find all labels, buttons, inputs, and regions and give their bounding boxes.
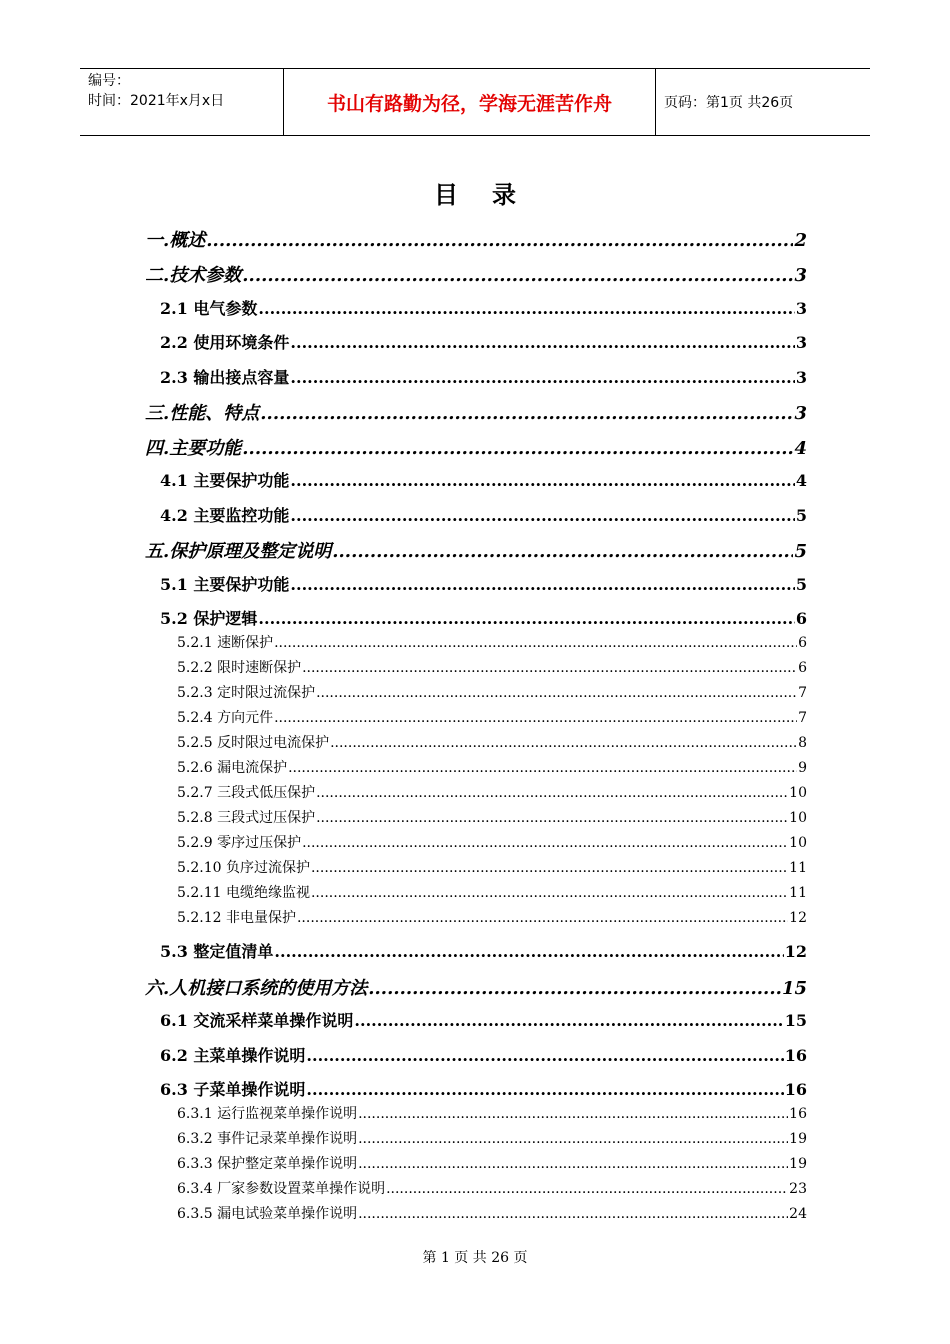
toc-leader-dots [302,660,797,676]
toc-entry[interactable] [145,226,807,252]
toc-entry[interactable] [145,434,807,460]
header-meta [80,69,283,135]
toc-leader-dots [274,635,797,651]
toc-entry[interactable] [177,857,807,877]
toc-entry-page: 3 [795,333,807,352]
toc-entry-page: 5 [795,575,807,594]
toc-leader-dots [316,785,788,801]
toc-leader-dots [316,685,797,701]
toc-entry-page: 10 [789,810,807,826]
toc-entry-page: 5 [794,541,807,562]
toc-entry-page: 3 [794,403,807,424]
toc-leader-dots [306,1046,783,1065]
toc-entry[interactable] [177,1103,807,1123]
toc-entry-label: 5.2.4 方向元件 [177,710,274,726]
toc-entry-page: 15 [784,1011,807,1030]
toc-entry-label: 三.性能、特点 [145,403,260,424]
toc-entry-label: 5.2.1 速断保护 [177,635,274,651]
toc-entry-label: 5.2.12 非电量保护 [177,910,296,926]
toc-entry-label: 5.2.2 限时速断保护 [177,660,302,676]
toc-entry-page: 11 [789,860,807,876]
toc-entry-label: 6.2 主菜单操作说明 [160,1046,306,1065]
toc-leader-dots [311,860,788,876]
toc-entry[interactable] [177,632,807,652]
toc-entry-label: 一.概述 [145,230,206,251]
toc-entry-label: 5.2.11 电缆绝缘监视 [177,885,310,901]
toc-entry[interactable] [160,468,807,491]
toc-entry-page: 3 [794,265,807,286]
toc-leader-dots [358,1206,788,1222]
header-page-info: 页码：第1页 共26页 [664,95,794,111]
toc-entry-label: 5.2.7 三段式低压保护 [177,785,316,801]
toc-leader-dots [354,1011,783,1030]
toc-leader-dots [368,978,781,999]
toc-entry[interactable] [160,606,807,629]
toc-entry-label: 5.2.3 定时限过流保护 [177,685,316,701]
toc-entry-label: 6.3 子菜单操作说明 [160,1080,306,1099]
toc-entry-label: 5.2.6 漏电流保护 [177,760,288,776]
toc-leader-dots [358,1131,788,1147]
toc-leader-dots [288,760,797,776]
toc-entry-label: 2.1 电气参数 [160,299,258,318]
toc-leader-dots [358,1106,788,1122]
toc-entry-label: 2.3 输出接点容量 [160,368,290,387]
toc-entry[interactable] [177,1203,807,1223]
toc-entry[interactable] [145,399,807,425]
toc-entry[interactable] [160,1008,807,1031]
toc-entry[interactable] [177,832,807,852]
toc-entry-label: 5.2.10 负序过流保护 [177,860,310,876]
toc-entry[interactable] [177,682,807,702]
toc-entry[interactable] [177,1178,807,1198]
toc-entry-label: 6.3.5 漏电试验菜单操作说明 [177,1206,358,1222]
toc-leader-dots [242,265,793,286]
page-title: 目录 [434,181,550,209]
toc-entry-label: 5.2.9 零序过压保护 [177,835,302,851]
toc-entry-page: 12 [784,942,807,961]
toc-entry-page: 6 [798,635,807,651]
toc-leader-dots [290,471,794,490]
toc-leader-dots [386,1181,788,1197]
toc-entry-label: 6.1 交流采样菜单操作说明 [160,1011,354,1030]
page-header [80,68,870,136]
toc-entry-page: 23 [789,1181,807,1197]
toc-entry-page: 6 [795,609,807,628]
toc-leader-dots [306,1080,783,1099]
toc-entry-page: 8 [798,735,807,751]
toc-entry-page: 3 [795,299,807,318]
toc-entry[interactable] [160,296,807,319]
toc-leader-dots [297,910,788,926]
toc-entry[interactable] [177,807,807,827]
toc-leader-dots [330,735,797,751]
toc-entry-page: 24 [789,1206,807,1222]
toc-entry[interactable] [177,657,807,677]
toc-leader-dots [290,506,794,525]
toc-leader-dots [274,710,797,726]
toc-entry-page: 15 [781,978,807,999]
toc-entry[interactable] [160,365,807,388]
toc-entry[interactable] [177,732,807,752]
toc-entry[interactable] [160,1043,807,1066]
toc-entry-label: 6.3.1 运行监视菜单操作说明 [177,1106,358,1122]
toc-entry-page: 10 [789,835,807,851]
toc-leader-dots [302,835,788,851]
toc-entry-page: 12 [789,910,807,926]
toc-entry-page: 19 [789,1156,807,1172]
toc-entry-page: 3 [795,368,807,387]
toc-entry-label: 6.3.3 保护整定菜单操作说明 [177,1156,358,1172]
page-footer: 第 1 页 共 26 页 [422,1250,528,1266]
toc-entry-label: 4.1 主要保护功能 [160,471,290,490]
toc-entry[interactable] [160,572,807,595]
toc-leader-dots [358,1156,788,1172]
toc-leader-dots [290,333,794,352]
toc-entry[interactable] [160,1077,807,1100]
toc-leader-dots [274,942,783,961]
toc-entry-page: 4 [794,438,807,459]
toc-entry[interactable] [177,757,807,777]
toc-entry-page: 4 [795,471,807,490]
toc-entry-page: 16 [789,1106,807,1122]
toc-leader-dots [242,438,793,459]
toc-entry[interactable] [160,503,807,526]
toc-leader-dots [290,575,794,594]
header-motto: 书山有路勤为径，学海无涯苦作舟 [283,69,656,135]
toc-entry[interactable] [145,261,807,287]
toc-entry-label: 5.2.8 三段式过压保护 [177,810,316,826]
toc-entry-label: 四.主要功能 [145,438,242,459]
toc-entry-page: 7 [798,685,807,701]
toc-entry[interactable] [177,1153,807,1173]
toc-entry[interactable] [177,882,807,902]
toc-entry-label: 5.2.5 反时限过电流保护 [177,735,330,751]
toc-leader-dots [290,368,794,387]
toc-entry[interactable] [160,330,807,353]
toc-entry[interactable] [145,537,807,563]
toc-entry-label: 六.人机接口系统的使用方法 [145,978,368,999]
toc-entry-page: 5 [795,506,807,525]
toc-leader-dots [206,230,793,251]
toc-entry-page: 7 [798,710,807,726]
toc-entry[interactable] [177,707,807,727]
toc-entry-label: 6.3.2 事件记录菜单操作说明 [177,1131,358,1147]
toc-entry-label: 2.2 使用环境条件 [160,333,290,352]
toc-entry-label: 5.2 保护逻辑 [160,609,258,628]
toc-entry[interactable] [145,974,807,1000]
toc-entry[interactable] [160,939,807,962]
toc-leader-dots [258,609,794,628]
toc-leader-dots [311,885,788,901]
toc-leader-dots [260,403,793,424]
toc-leader-dots [258,299,794,318]
toc-entry-page: 2 [794,230,807,251]
toc-entry-page: 6 [798,660,807,676]
toc-entry[interactable] [177,1128,807,1148]
toc-entry-label: 4.2 主要监控功能 [160,506,290,525]
toc-entry-label: 二.技术参数 [145,265,242,286]
toc-leader-dots [332,541,793,562]
toc-entry[interactable] [177,782,807,802]
toc-entry-label: 5.1 主要保护功能 [160,575,290,594]
toc-entry-label: 5.3 整定值清单 [160,942,274,961]
toc-entry-page: 16 [784,1046,807,1065]
time-label: 时间：2021年x月x日 [88,93,225,109]
toc-entry-page: 19 [789,1131,807,1147]
toc-leader-dots [316,810,788,826]
toc-entry-label: 五.保护原理及整定说明 [145,541,332,562]
toc-entry-page: 10 [789,785,807,801]
toc-entry-page: 16 [784,1080,807,1099]
toc-entry-page: 11 [789,885,807,901]
toc-entry-label: 6.3.4 厂家参数设置菜单操作说明 [177,1181,386,1197]
toc-entry[interactable] [177,907,807,927]
toc-entry-page: 9 [798,760,807,776]
number-label: 编号： [88,73,130,89]
